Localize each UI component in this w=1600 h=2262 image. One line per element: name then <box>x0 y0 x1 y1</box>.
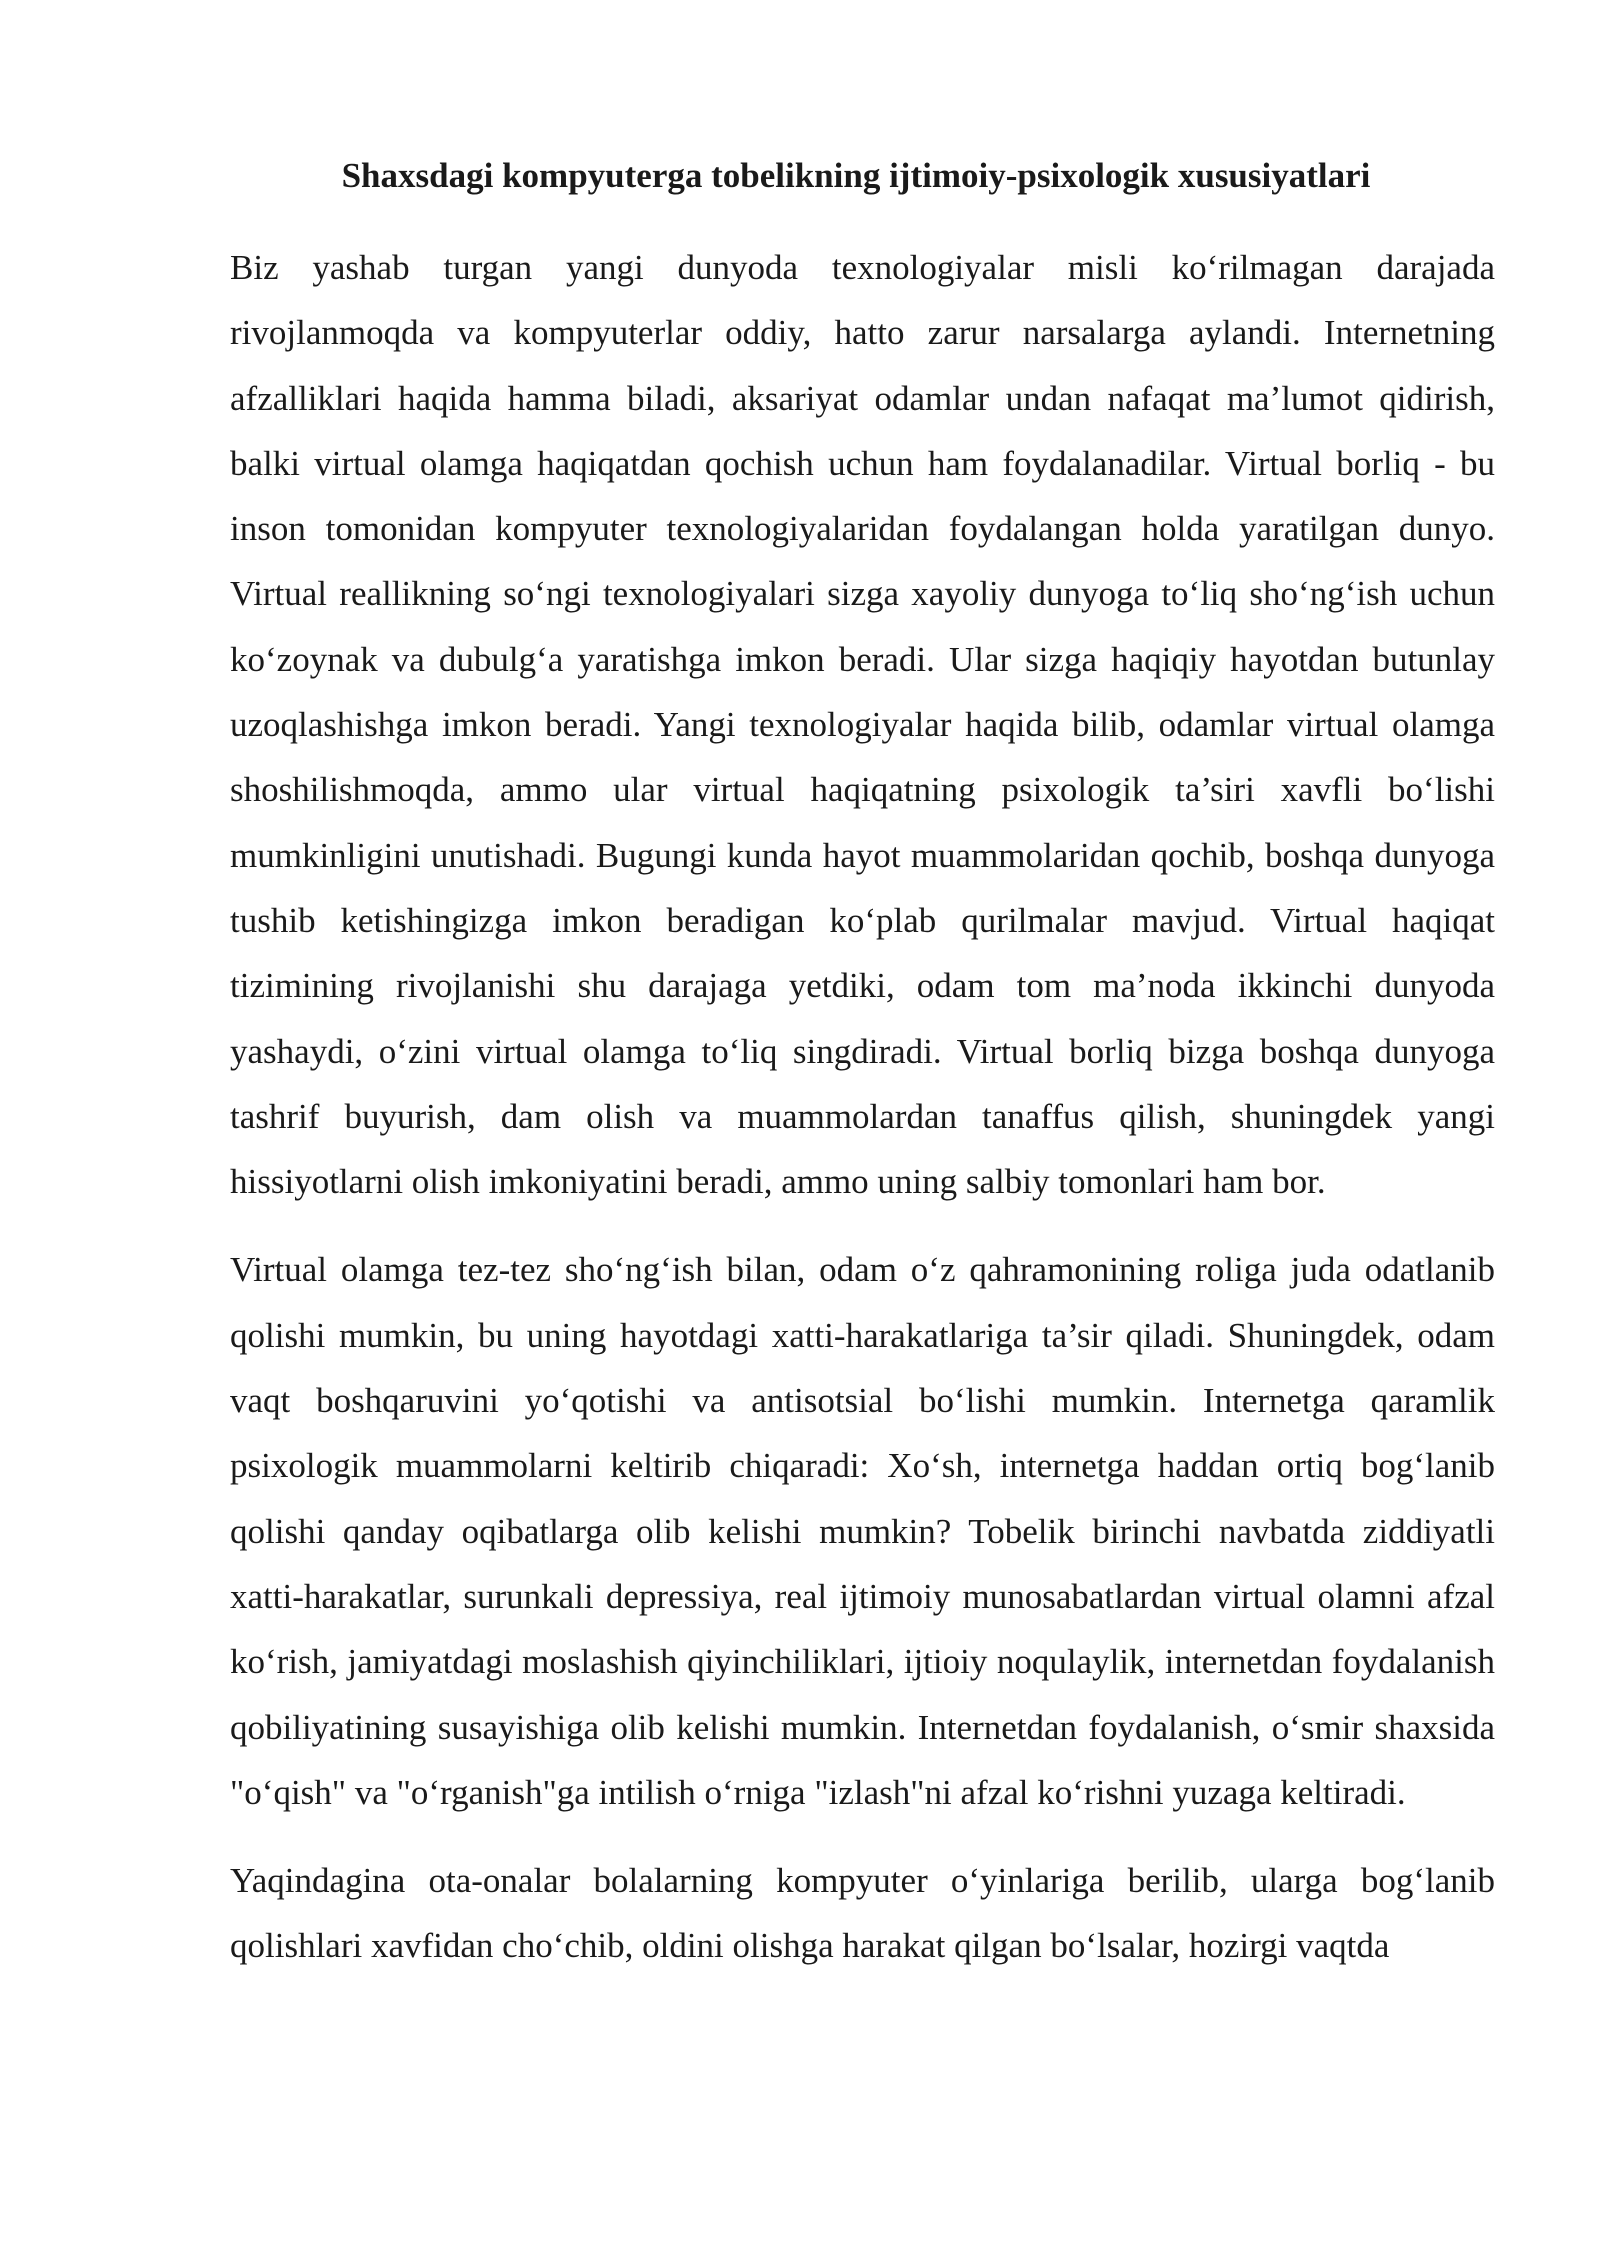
paragraph: Virtual olamga tez-tez sho‘ng‘ish bilan, odam o‘z qahramonining roliga juda odatlanib qolishi mumkin, bu uning hayotdagi xatti-harakatlariga ta’sir qiladi. Shuningdek, odam vaqt boshqaruvini yo‘qotishi va antisotsial bo‘lishi mumkin. Internetga qaramlik psixologik muammolarni keltirib chiqaradi: Xo‘sh, internetga haddan ortiq bog‘lanib qolishi qanday oqibatlarga olib kelishi mumkin? Tobelik birinchi navbatda ziddiyatli xatti-harakatlar, surunkali depressiya, real ijtimoiy munosabatlardan virtual olamni afzal ko‘rish, jamiyatdagi moslashish qiyinchiliklari, ijtioiy noqulaylik, internetdan foydalanish qobiliyatining susayishiga olib kelishi mumkin. Internetdan foydalanish, o‘smir shaxsida "o‘qish" va "o‘rganish"ga intilish o‘rniga "izlash"ni afzal ko‘rishni yuzaga keltiradi. <box>230 1250 1495 1812</box>
document-body <box>230 235 1495 2002</box>
paragraph: Biz yashab turgan yangi dunyoda texnologiyalar misli ko‘rilmagan darajada rivojlanmoqda va kompyuterlar oddiy, hatto zarur narsalarga aylandi. Internetning afzalliklari haqida hamma biladi, aksariyat odamlar undan nafaqat ma’lumot qidirish, balki virtual olamga haqiqatdan qochish uchun ham foydalanadilar. Virtual borliq - bu inson tomonidan kompyuter texnologiyalaridan foydalangan holda yaratilgan dunyo. Virtual reallikning so‘ngi texnologiyalari sizga xayoliy dunyoga to‘liq sho‘ng‘ish uchun ko‘zoynak va dubulg‘a yaratishga imkon beradi. Ular sizga haqiqiy hayotdan butunlay uzoqlashishga imkon beradi. Yangi texnologiyalar haqida bilib, odamlar virtual olamga shoshilishmoqda, ammo ular virtual haqiqatning psixologik ta’siri xavfli bo‘lishi mumkinligini unutishadi. Bugungi kunda hayot muammolaridan qochib, boshqa dunyoga tushib ketishingizga imkon beradigan ko‘plab qurilmalar mavjud. Virtual haqiqat tizimining rivojlanishi shu darajaga yetdiki, odam tom ma’noda ikkinchi dunyoda yashaydi, o‘zini virtual olamga to‘liq singdiradi. Virtual borliq bizga boshqa dunyoga tashrif buyurish, dam olish va muammolardan tanaffus qilish, shuningdek yangi hissiyotlarni olish imkoniyatini beradi, ammo uning salbiy tomonlari ham bor. <box>230 248 1495 1202</box>
paragraph: Yaqindagina ota-onalar bolalarning kompyuter o‘yinlariga berilib, ularga bog‘lanib qolishlari xavfidan cho‘chib, oldini olishga harakat qilgan bo‘lsalar, hozirgi vaqtda <box>230 1861 1495 1966</box>
document-title: Shaxsdagi kompyuterga tobelikning ijtimoiy-psixologik xususiyatlari <box>341 156 1371 195</box>
